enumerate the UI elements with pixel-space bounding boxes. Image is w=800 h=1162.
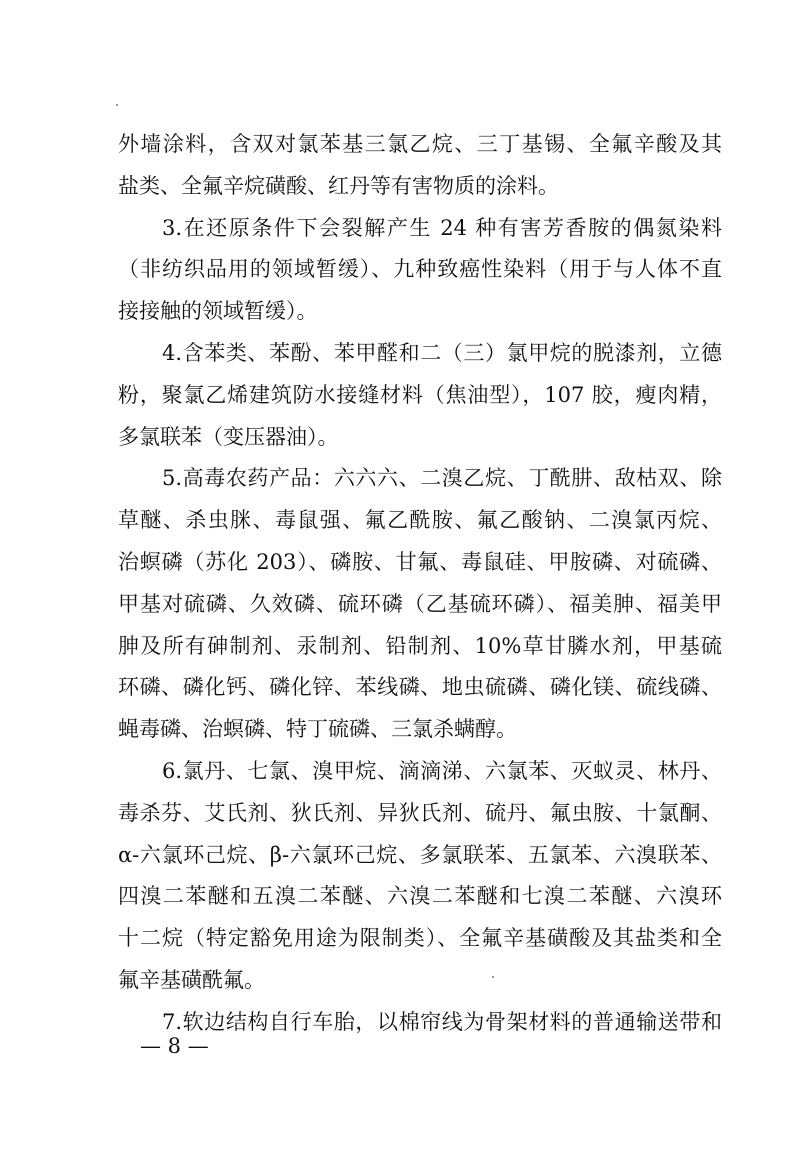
- text-line: 盐类、全氟辛烷磺酸、红丹等有害物质的涂料。: [118, 173, 559, 198]
- text-line: α-六氯环己烷、β-六氯环己烷、多氯联苯、五氯苯、六溴联苯、: [118, 842, 722, 867]
- text-line: 氟辛基磺酰氟。: [118, 967, 265, 992]
- text-line: 6.氯丹、七氯、溴甲烷、滴滴涕、六氯苯、灭蚁灵、林丹、: [162, 758, 722, 783]
- text-line: 接接触的领域暂缓）。: [118, 299, 318, 324]
- text-line: 四溴二苯醚和五溴二苯醚、六溴二苯醚和七溴二苯醚、六溴环: [118, 884, 722, 909]
- text-line: 外墙涂料，含双对氯苯基三氯乙烷、三丁基锡、全氟辛酸及其: [118, 132, 722, 156]
- text-line: 毒杀芬、艾氏剂、狄氏剂、异狄氏剂、硫丹、氟虫胺、十氯酮、: [118, 800, 722, 825]
- text-line: 草醚、杀虫脒、毒鼠强、氟乙酰胺、氟乙酸钠、二溴氯丙烷、: [118, 508, 722, 533]
- document-body: [118, 124, 722, 1044]
- text-line: 4.含苯类、苯酚、苯甲醛和二（三）氯甲烷的脱漆剂，立德: [162, 340, 722, 365]
- text-line: 治螟磷（苏化 203）、磷胺、甘氟、毒鼠硅、甲胺磷、对硫磷、: [118, 549, 722, 574]
- text-line: 7.软边结构自行车胎，以棉帘线为骨架材料的普通输送带和: [162, 1009, 722, 1034]
- text-line: （非纺织品用的领域暂缓）、九种致癌性染料（用于与人体不直: [118, 257, 722, 282]
- scan-speck: [492, 976, 494, 978]
- text-line: 环磷、磷化钙、磷化锌、苯线磷、地虫硫磷、磷化镁、硫线磷、: [118, 675, 722, 700]
- page-number: — 8 —: [140, 1034, 209, 1058]
- text-line: 甲基对硫磷、久效磷、硫环磷（乙基硫环磷）、福美胂、福美甲: [118, 591, 722, 616]
- text-line: 蝇毒磷、治螟磷、特丁硫磷、三氯杀螨醇。: [118, 717, 517, 742]
- text-line: 多氯联苯（变压器油）。: [118, 424, 339, 449]
- text-line: 5.高毒农药产品：六六六、二溴乙烷、丁酰肼、敌枯双、除: [162, 466, 722, 491]
- scan-speck: [116, 104, 118, 106]
- text-line: 粉，聚氯乙烯建筑防水接缝材料（焦油型），107 胶，瘦肉精，: [118, 382, 722, 407]
- text-line: 十二烷（特定豁免用途为限制类）、全氟辛基磺酸及其盐类和全: [118, 926, 722, 951]
- text-line: 胂及所有砷制剂、汞制剂、铅制剂、10%草甘膦水剂，甲基硫: [118, 633, 722, 658]
- text-line: 3.在还原条件下会裂解产生 24 种有害芳香胺的偶氮染料: [162, 215, 722, 240]
